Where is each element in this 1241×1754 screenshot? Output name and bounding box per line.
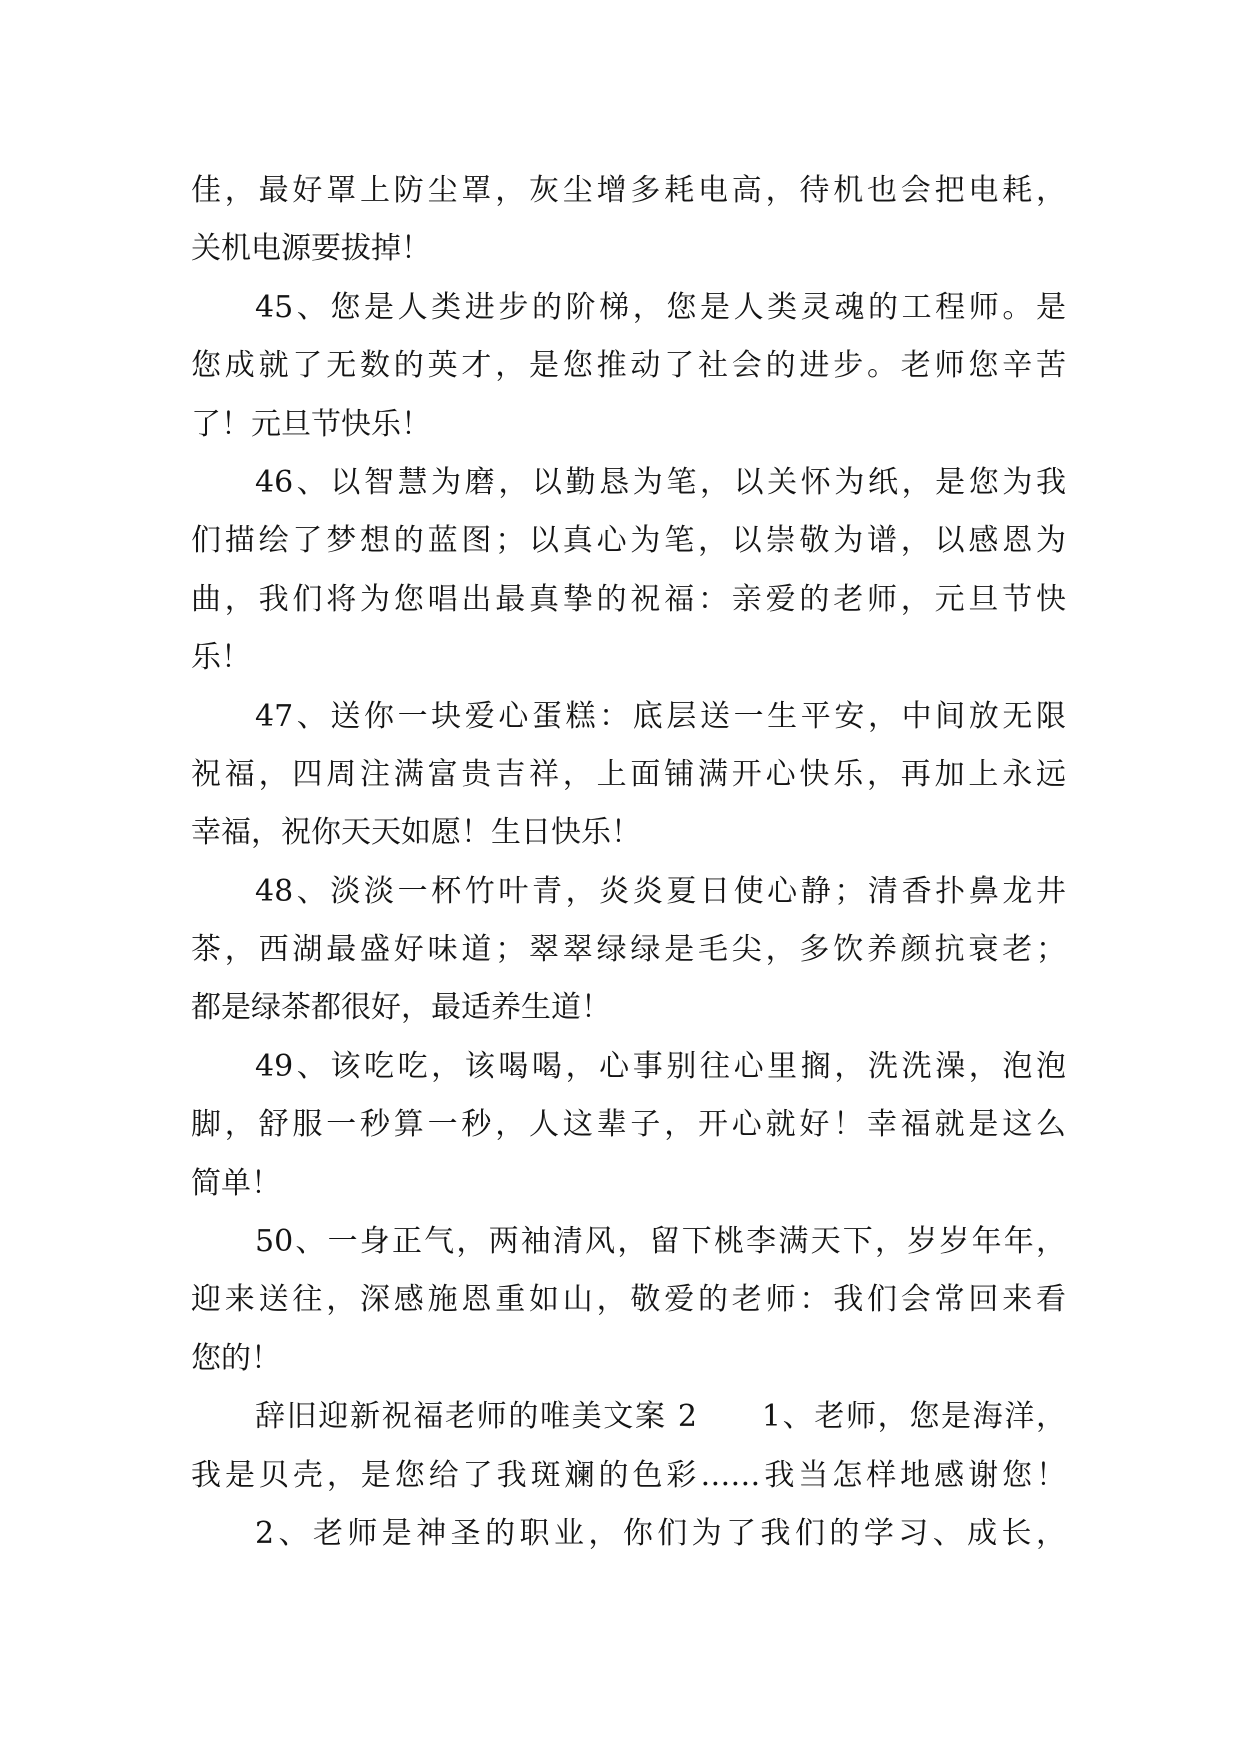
text-line: 迎来送往，深感施恩重如山，敬爱的老师：我们会常回来看 — [191, 1282, 1066, 1318]
text-line: 脚，舒服一秒算一秒，人这辈子，开心就好！幸福就是这么 — [191, 1107, 1066, 1143]
text-line: 佳，最好罩上防尘罩，灰尘增多耗电高，待机也会把电耗， — [191, 173, 1066, 208]
paragraph — [191, 1213, 1066, 1388]
text-line: 简单！ — [191, 1165, 281, 1201]
text-line: 了！元旦节快乐！ — [191, 406, 431, 442]
text-line: 幸福，祝你天天如愿！生日快乐！ — [191, 815, 641, 851]
text-line: 46、以智慧为磨，以勤恳为笔，以关怀为纸，是您为我 — [255, 464, 1066, 500]
paragraph — [191, 162, 1066, 279]
text-line: 47、送你一块爱心蛋糕：底层送一生平安，中间放无限 — [255, 698, 1066, 734]
text-line: 祝福，四周注满富贵吉祥，上面铺满开心快乐，再加上永远 — [191, 756, 1066, 792]
text-line: 50、一身正气，两袖清风，留下桃李满天下，岁岁年年， — [255, 1224, 1066, 1260]
text-line: 们描绘了梦想的蓝图；以真心为笔，以崇敬为谱，以感恩为 — [191, 523, 1066, 559]
text-line: 您的！ — [191, 1340, 281, 1376]
text-line: 关机电源要拔掉！ — [191, 231, 431, 267]
text-line: 乐！ — [191, 640, 251, 676]
text-line: 48、淡淡一杯竹叶青，炎炎夏日使心静；清香扑鼻龙井 — [255, 873, 1066, 909]
text-line: 45、您是人类进步的阶梯，您是人类灵魂的工程师。是 — [255, 289, 1066, 325]
paragraph — [191, 1388, 1066, 1505]
paragraph — [191, 688, 1066, 863]
text-line: 您成就了无数的英才，是您推动了社会的进步。老师您辛苦 — [191, 348, 1066, 384]
document-body — [191, 162, 1066, 1563]
text-line: 茶，西湖最盛好味道；翠翠绿绿是毛尖，多饮养颜抗衰老； — [191, 932, 1066, 968]
paragraph — [191, 863, 1066, 1038]
text-line: 我是贝壳，是您给了我斑斓的色彩……我当怎样地感谢您！ — [191, 1457, 1066, 1493]
paragraph — [191, 454, 1066, 688]
text-line: 曲，我们将为您唱出最真挚的祝福：亲爱的老师，元旦节快 — [191, 581, 1066, 617]
paragraph — [191, 1038, 1066, 1213]
paragraph — [191, 1505, 1066, 1563]
text-line: 都是绿茶都很好，最适养生道！ — [191, 990, 611, 1026]
text-line: 49、该吃吃，该喝喝，心事别往心里搁，洗洗澡，泡泡 — [255, 1048, 1066, 1084]
paragraph — [191, 279, 1066, 454]
text-line: 辞旧迎新祝福老师的唯美文案 2 1、老师，您是海洋， — [255, 1399, 1066, 1435]
text-line: 2、老师是神圣的职业，你们为了我们的学习、成长， — [255, 1515, 1066, 1551]
